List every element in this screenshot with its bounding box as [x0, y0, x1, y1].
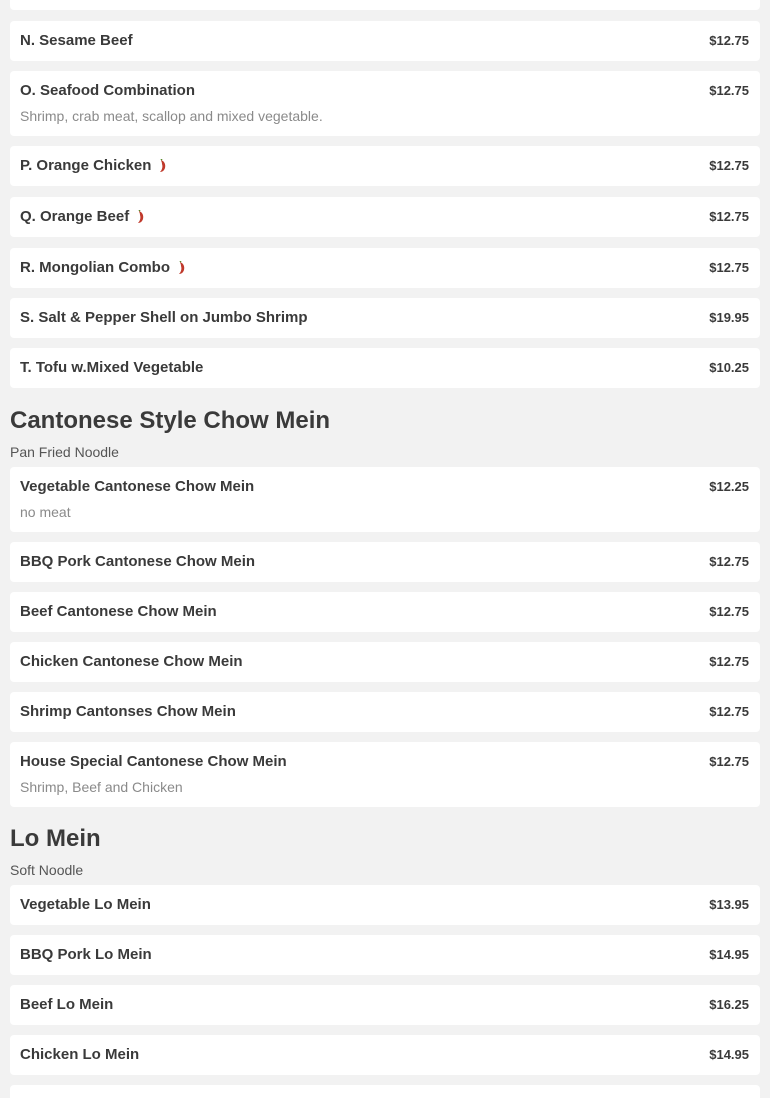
item-description: no meat [20, 504, 71, 520]
section-subtitle: Soft Noodle [10, 862, 84, 878]
item-price: $14.95 [709, 1047, 749, 1062]
menu-item-card[interactable] [10, 985, 760, 1025]
item-price: $14.95 [709, 947, 749, 962]
menu-item-card[interactable] [10, 885, 760, 925]
item-price: $12.75 [709, 654, 749, 669]
item-price: $12.75 [709, 33, 749, 48]
item-name: Beef Cantonese Chow Mein [20, 603, 217, 620]
item-name: N. Sesame Beef [20, 32, 133, 49]
item-price: $12.75 [709, 554, 749, 569]
item-price: $16.25 [709, 997, 749, 1012]
menu-item-card[interactable] [10, 21, 760, 61]
menu-item-card[interactable] [10, 1035, 760, 1075]
item-name: Q. Orange Beef [20, 208, 130, 225]
item-price: $12.75 [709, 754, 749, 769]
item-name-wrap [20, 156, 167, 176]
item-description: Shrimp, Beef and Chicken [20, 779, 183, 795]
item-price: $12.75 [709, 260, 749, 275]
menu-item-card-partial[interactable] [10, 1085, 760, 1098]
item-description: Shrimp, crab meat, scallop and mixed vegetable. [20, 108, 323, 124]
menu-item-card-partial[interactable] [10, 0, 760, 10]
item-price: $13.95 [709, 897, 749, 912]
item-price: $12.75 [709, 209, 749, 224]
item-name: BBQ Pork Lo Mein [20, 946, 152, 963]
section-title: Cantonese Style Chow Mein [10, 407, 331, 434]
item-name: Beef Lo Mein [20, 996, 114, 1013]
item-name: S. Salt & Pepper Shell on Jumbo Shrimp [20, 309, 308, 326]
chili-pepper-icon [159, 159, 167, 173]
item-name: Chicken Cantonese Chow Mein [20, 653, 243, 670]
menu-item-card[interactable] [10, 742, 760, 807]
item-price: $12.75 [709, 704, 749, 719]
item-name: P. Orange Chicken [20, 157, 152, 174]
item-name-wrap [20, 207, 145, 227]
item-price: $12.75 [709, 158, 749, 173]
menu-item-card[interactable] [10, 592, 760, 632]
menu-item-card[interactable] [10, 467, 760, 532]
menu-item-card[interactable] [10, 248, 760, 288]
item-name: Shrimp Cantonses Chow Mein [20, 703, 236, 720]
section-title: Lo Mein [10, 825, 101, 852]
item-price: $10.25 [709, 360, 749, 375]
item-name: T. Tofu w.Mixed Vegetable [20, 359, 204, 376]
item-name-wrap [20, 258, 186, 278]
item-name: Chicken Lo Mein [20, 1046, 140, 1063]
chili-pepper-icon [178, 261, 186, 275]
item-name: BBQ Pork Cantonese Chow Mein [20, 553, 256, 570]
menu-item-card[interactable] [10, 197, 760, 237]
item-name: O. Seafood Combination [20, 82, 195, 99]
item-price: $12.75 [709, 604, 749, 619]
menu-item-card[interactable] [10, 542, 760, 582]
menu-item-card[interactable] [10, 298, 760, 338]
menu-item-card[interactable] [10, 348, 760, 388]
menu-item-card[interactable] [10, 935, 760, 975]
item-price: $19.95 [709, 310, 749, 325]
chili-pepper-icon [137, 210, 145, 224]
item-name: Vegetable Lo Mein [20, 896, 151, 913]
item-price: $12.25 [709, 479, 749, 494]
menu-item-card[interactable] [10, 642, 760, 682]
menu-item-card[interactable] [10, 692, 760, 732]
item-price: $12.75 [709, 83, 749, 98]
item-name: R. Mongolian Combo [20, 259, 170, 276]
section-subtitle: Pan Fried Noodle [10, 444, 119, 460]
menu-item-card[interactable] [10, 146, 760, 186]
item-name: Vegetable Cantonese Chow Mein [20, 478, 255, 495]
menu-item-card[interactable] [10, 71, 760, 136]
item-name: House Special Cantonese Chow Mein [20, 753, 287, 770]
